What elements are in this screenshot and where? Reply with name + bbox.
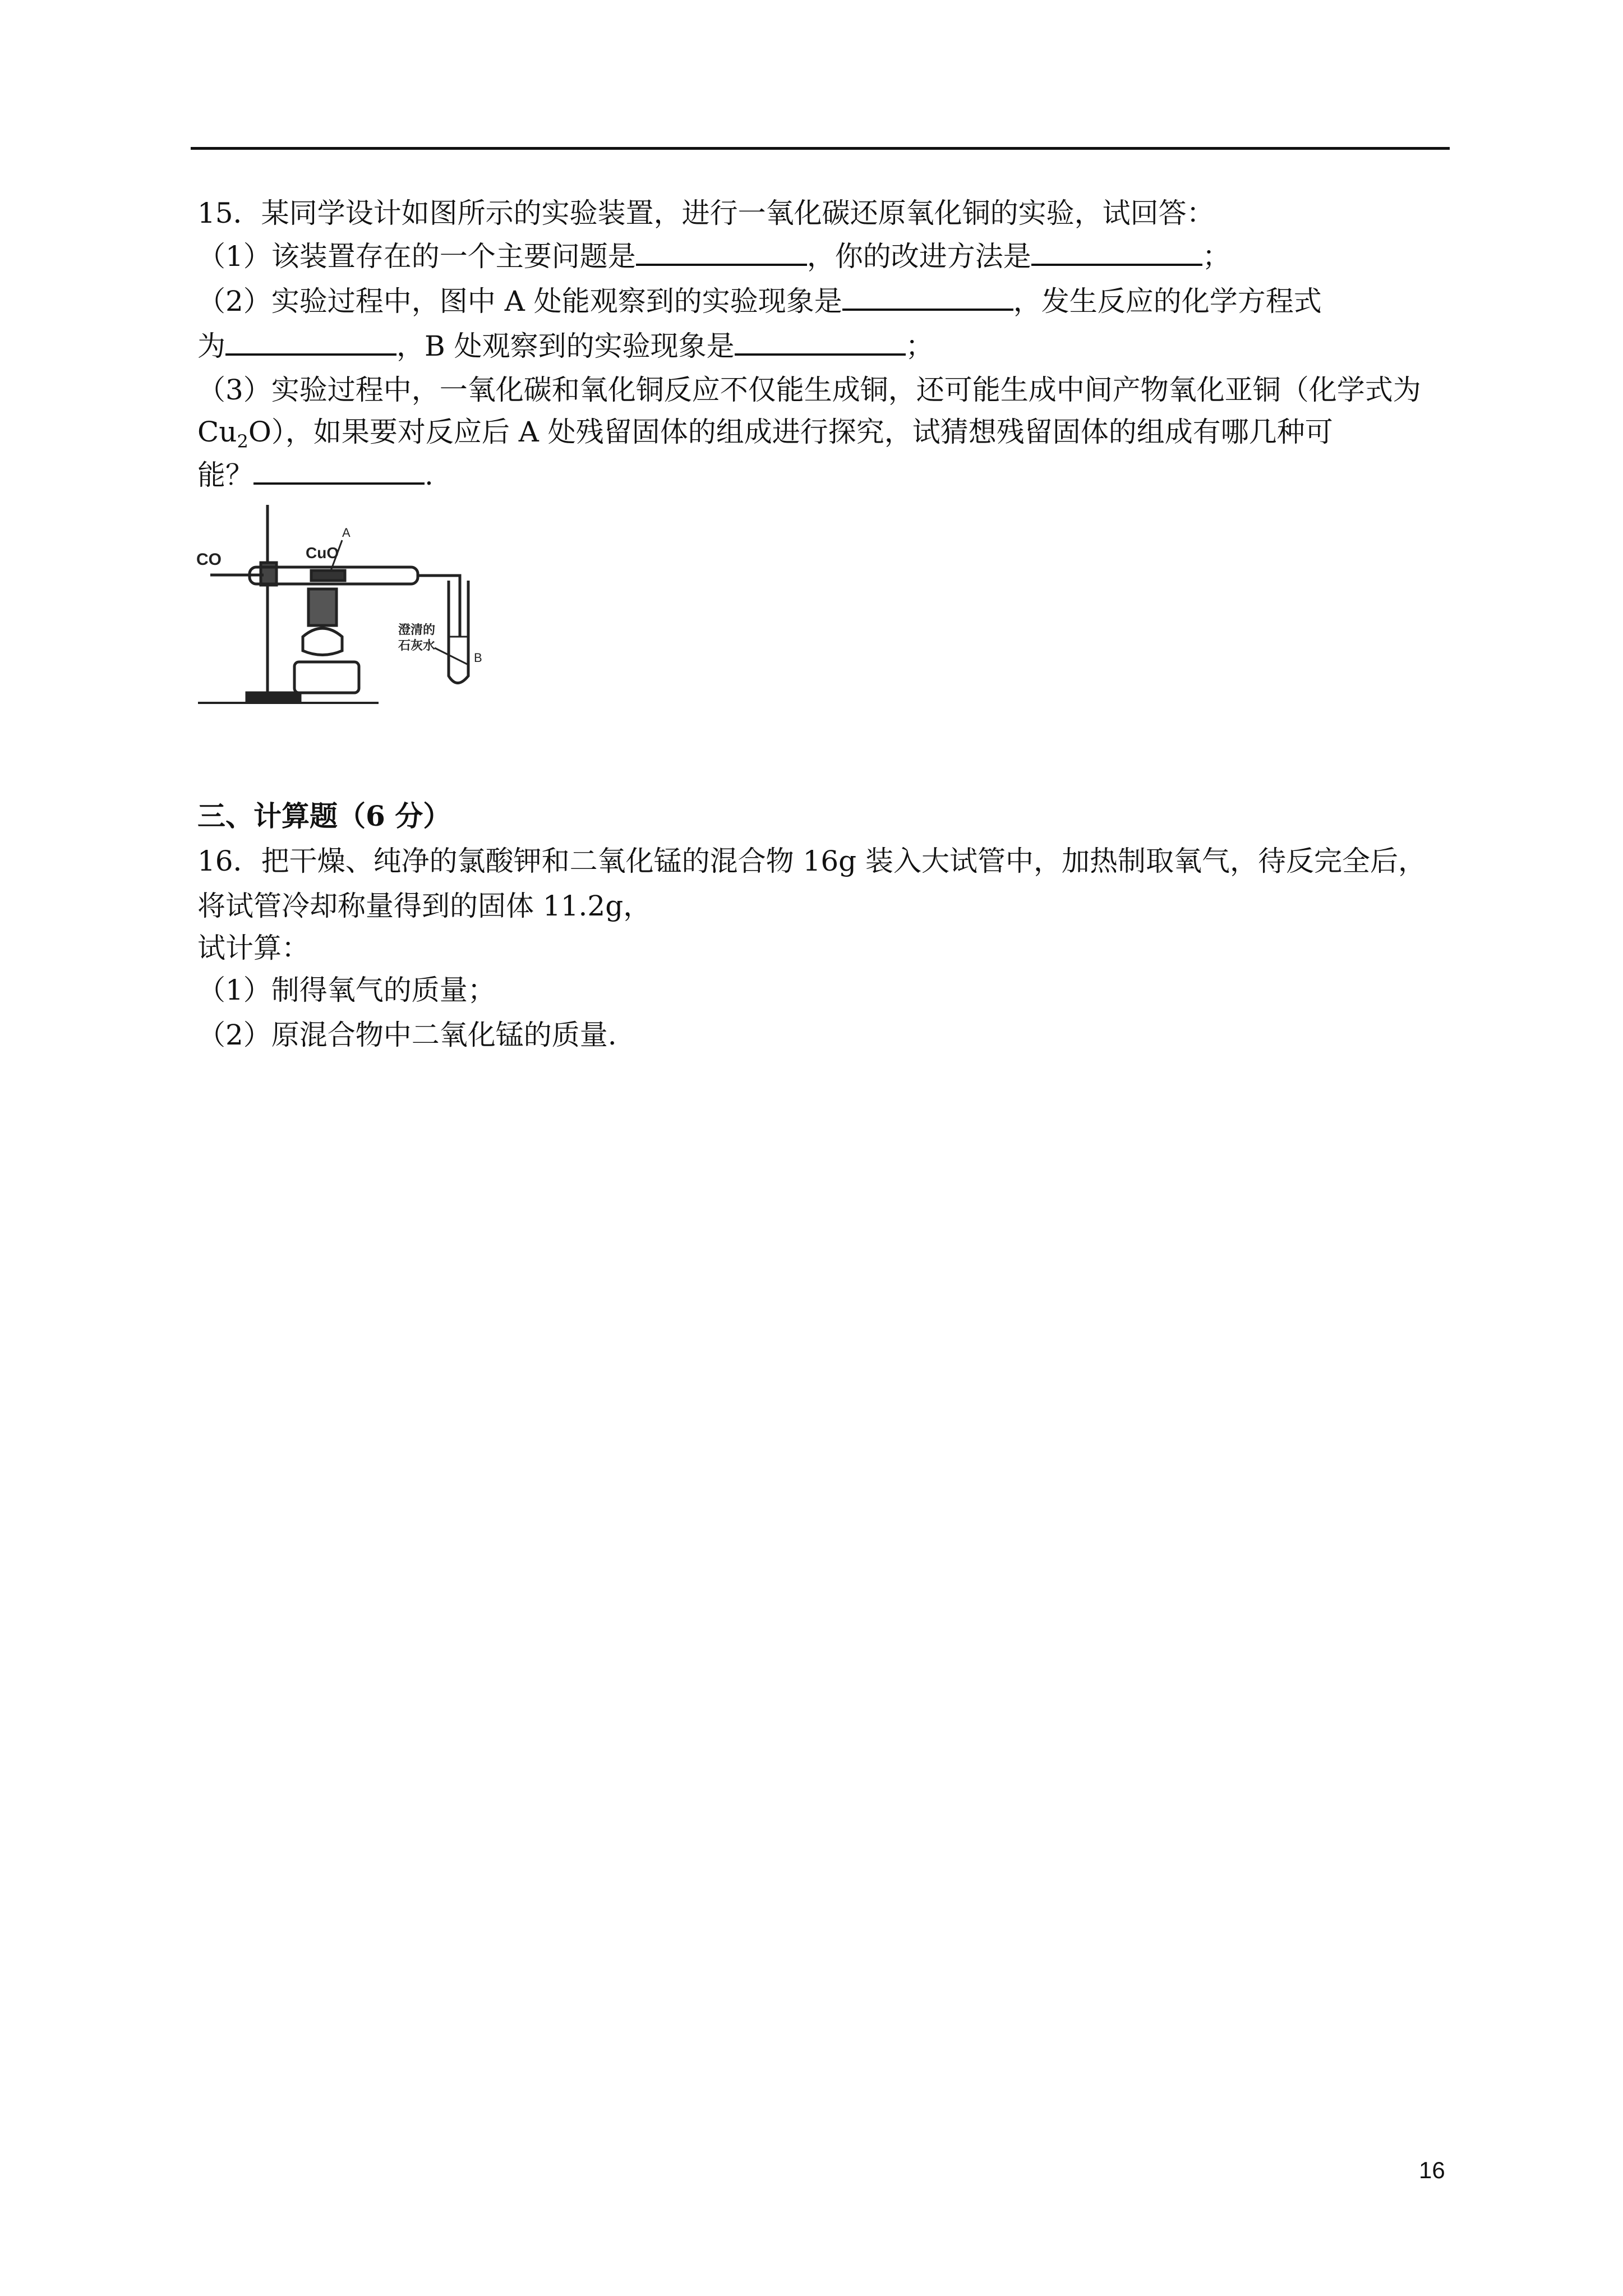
apparatus-figure [193,496,485,710]
q15-part3-line3-text-b: . [425,459,434,491]
q15-part2-blank-1 [842,280,1013,311]
label-b: B [474,651,482,665]
q15-part2-cont-text-c: ； [905,330,934,362]
label-cuo: CuO [306,544,339,562]
q15-part1-blank-1 [636,236,807,266]
q15-part2-cont [197,325,934,366]
q15-part3-line2 [197,412,1333,461]
cuo-sample [311,570,345,581]
q15-part3-line2-text: O），如果要对反应后 A 处残留固体的组成进行探究，试猜想残留固体的组成有哪几种可 [248,416,1333,448]
stand-base [247,693,300,701]
q15-part2-cont-text-b: ，B 处观察到的实验现象是 [396,330,735,362]
q15-part2 [197,280,1322,321]
q15-part2-text-a: （2）实验过程中，图中 A 处能观察到的实验现象是 [197,285,842,318]
q15-part1-text-c: ； [1202,240,1230,273]
q15-part3-line1: （3）实验过程中，一氧化碳和氧化铜反应不仅能生成铜，还可能生成中间产物氧化亚铜（化学式为 [197,374,1421,406]
q16-line4: （1）制得氧气的质量； [197,974,496,1006]
page-number: 16 [1419,2157,1445,2183]
label-co: CO [196,550,222,569]
header-rule [191,147,1450,150]
q15-part2-text-b: ，发生反应的化学方程式 [1013,285,1322,318]
q16-line2: 将试管冷却称量得到的固体 11.2g， [197,890,652,922]
cu2o-formula-cu: Cu [197,416,237,448]
q15-part2-blank-2 [225,325,396,356]
q16-line3: 试计算： [197,932,310,964]
label-limewater-1: 澄清的 [398,623,436,637]
q15-part3-blank [253,454,425,485]
q15-part1-text-b: ，你的改进方法是 [806,240,1031,273]
pointer-limewater [435,648,468,665]
q15-part3-line3-text-a: 能？ [197,459,253,491]
lamp-flame-guard [303,628,342,655]
cu2o-formula-subscript: 2 [237,431,248,452]
wire-gauze-chimney [308,589,336,625]
q15-part3-line3 [197,454,434,495]
q15-part1-blank-2 [1031,236,1202,266]
q15-part2-cont-text-a: 为 [197,330,225,362]
q16-line1: 16．把干燥、纯净的氯酸钾和二氧化锰的混合物 16g 装入大试管中，加热制取氧气，待反完全后， [197,845,1427,877]
q15-part1-text-a: （1）该装置存在的一个主要问题是 [197,240,636,273]
label-limewater-2: 石灰水 [398,638,436,653]
q16-line5: （2）原混合物中二氧化锰的质量. [197,1019,617,1051]
alcohol-lamp [294,662,359,693]
q15-part2-blank-3 [735,325,906,356]
label-a: A [342,526,351,540]
q15-part1 [197,236,1230,276]
q15-stem: 15．某同学设计如图所示的实验装置，进行一氧化碳还原氧化铜的实验，试回答： [197,197,1215,229]
section3-heading: 三、计算题（6 分） [197,799,451,832]
